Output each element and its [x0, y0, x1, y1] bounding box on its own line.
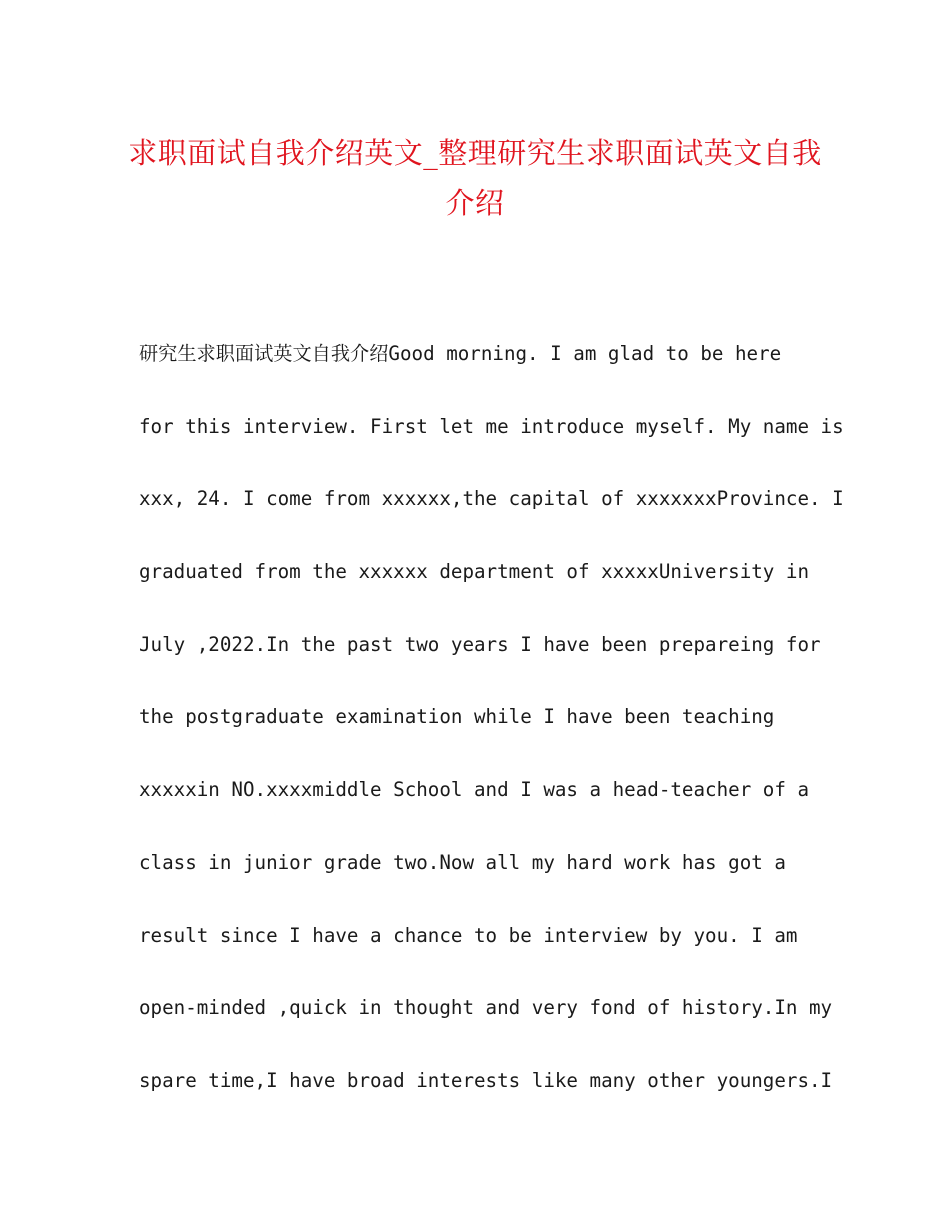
document-title	[120, 128, 830, 228]
body-line-9: result since I have a chance to be interview by you. I am	[139, 923, 798, 947]
body-line-10: open-minded ,quick in thought and very fond of history.In my	[139, 996, 833, 1020]
body-line-7: xxxxxin NO.xxxxmiddle School and I was a head-teacher of a	[139, 778, 810, 802]
body-line-3: xxx, 24. I come from xxxxxx,the capital of xxxxxxxProvince. I	[139, 487, 844, 511]
document-body	[139, 336, 844, 1136]
body-line-8: class in junior grade two.Now all my hard work has got a	[139, 850, 786, 874]
title-line-1: 求职面试自我介绍英文_整理研究生求职面试英文自我	[128, 136, 822, 170]
body-line-5: July ,2022.In the past two years I have been prepareing for	[139, 632, 821, 656]
body-line-4: graduated from the xxxxxx department of xxxxxUniversity in	[139, 560, 810, 584]
title-line-2: 介绍	[445, 186, 505, 220]
body-line-11: spare time,I have broad interests like many other youngers.I	[139, 1068, 833, 1092]
body-line-6: the postgraduate examination while I have been teaching	[139, 705, 775, 729]
body-line-2: for this interview. First let me introduce myself. My name is	[139, 414, 844, 438]
body-line-1: 研究生求职面试英文自我介绍Good morning. I am glad to be here	[139, 342, 782, 365]
